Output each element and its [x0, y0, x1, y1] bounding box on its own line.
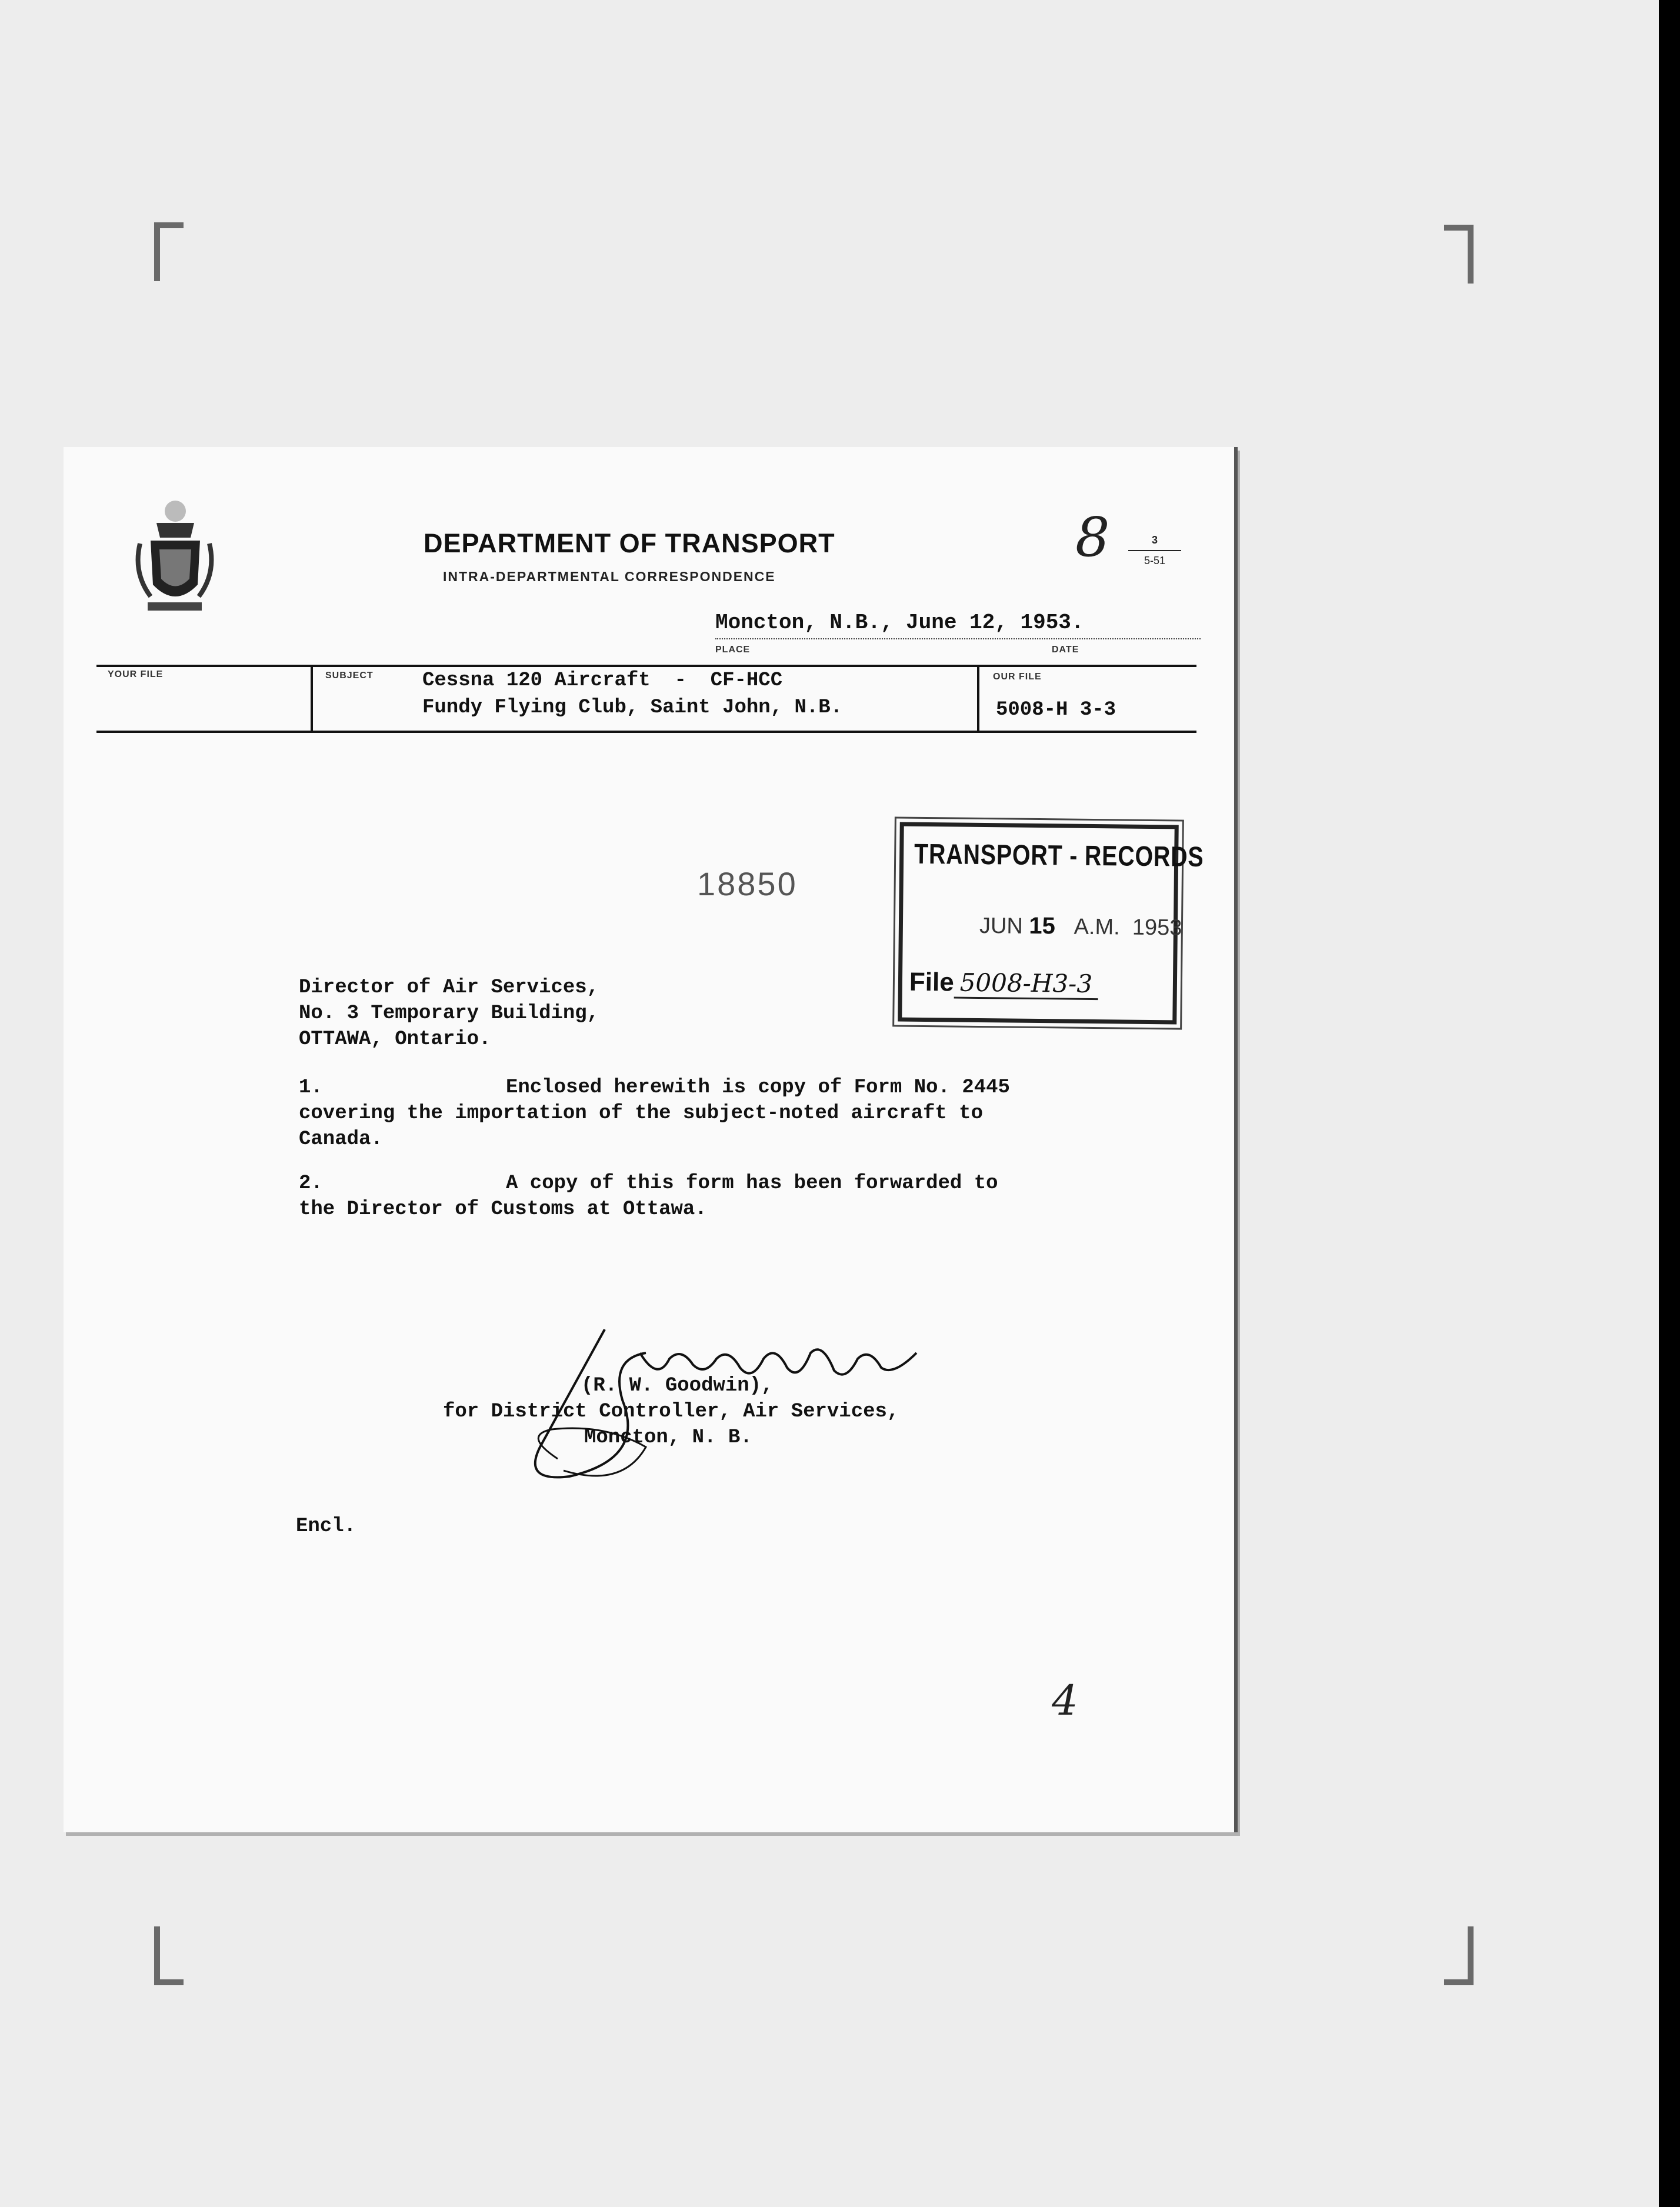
stamp-file-value: 5008-H3-3 [954, 968, 1098, 1001]
address-line-3: OTTAWA, Ontario. [299, 1028, 491, 1051]
letter-sheet [64, 447, 1238, 1832]
records-stamp [898, 822, 1204, 1025]
stamp-file-label: File [909, 967, 954, 997]
margin-handwritten-mark: 4 [1052, 1676, 1078, 1725]
stamp-ampm: A.M. [1074, 914, 1120, 940]
form-code-bottom: 5-51 [1144, 555, 1166, 566]
crop-mark-bottom-right [1444, 1926, 1474, 1985]
subject-line-1: Cessna 120 Aircraft - CF-HCC [422, 669, 783, 692]
handwritten-signature [469, 1312, 999, 1488]
form-code-top: 3 [1128, 534, 1181, 551]
form-code [1128, 534, 1181, 567]
stamp-date [979, 912, 1182, 941]
stamp-month: JUN [979, 913, 1024, 939]
date-label: DATE [1052, 645, 1079, 655]
department-title: DEPARTMENT OF TRANSPORT [424, 528, 835, 558]
correspondence-subtitle: INTRA-DEPARTMENTAL CORRESPONDENCE [443, 569, 776, 584]
place-label: PLACE [715, 645, 751, 655]
subject-label: SUBJECT [325, 671, 374, 681]
signatory-title: for District Controller, Air Services, [443, 1401, 899, 1423]
table-top-rule [96, 665, 1196, 667]
stamp-year: 1953 [1132, 915, 1182, 941]
our-file-value: 5008-H 3-3 [996, 699, 1116, 721]
your-file-label: YOUR FILE [108, 669, 164, 679]
table-divider-1 [311, 665, 313, 731]
subject-line-2: Fundy Flying Club, Saint John, N.B. [422, 696, 843, 719]
crop-mark-top-left [154, 222, 184, 281]
paragraph-2-number: 2. [299, 1172, 323, 1195]
table-divider-2 [977, 666, 979, 732]
paragraph-2-line-1: A copy of this form has been forwarded to [506, 1172, 998, 1195]
address-line-1: Director of Air Services, [299, 976, 599, 999]
stamp-title: TRANSPORT - RECORDS [914, 838, 1204, 873]
signatory-name: (R. W. Goodwin), [581, 1375, 774, 1397]
our-file-label: OUR FILE [993, 672, 1042, 682]
coat-of-arms-icon [133, 496, 216, 617]
stamp-file [909, 968, 1099, 999]
crop-mark-bottom-left [154, 1926, 184, 1985]
stamp-day: 15 [1029, 912, 1056, 939]
crop-mark-top-right [1444, 225, 1474, 284]
table-bottom-rule [96, 731, 1196, 733]
signatory-location: Moncton, N. B. [584, 1426, 752, 1449]
handwritten-number: 8 [1075, 506, 1110, 569]
place-date-value: Moncton, N.B., June 12, 1953. [715, 611, 1084, 635]
registry-number: 18850 [697, 865, 798, 902]
paragraph-1-number: 1. [299, 1076, 323, 1099]
paragraph-2-line-2: the Director of Customs at Ottawa. [299, 1198, 707, 1221]
place-date-line [715, 638, 1201, 639]
paragraph-1-line-1: Enclosed herewith is copy of Form No. 2445 [506, 1076, 1010, 1099]
address-line-2: No. 3 Temporary Building, [299, 1002, 599, 1025]
paragraph-1-line-2: covering the importation of the subject-noted aircraft to [299, 1102, 983, 1125]
paragraph-1-line-3: Canada. [299, 1128, 383, 1151]
enclosure-note: Encl. [296, 1515, 356, 1538]
